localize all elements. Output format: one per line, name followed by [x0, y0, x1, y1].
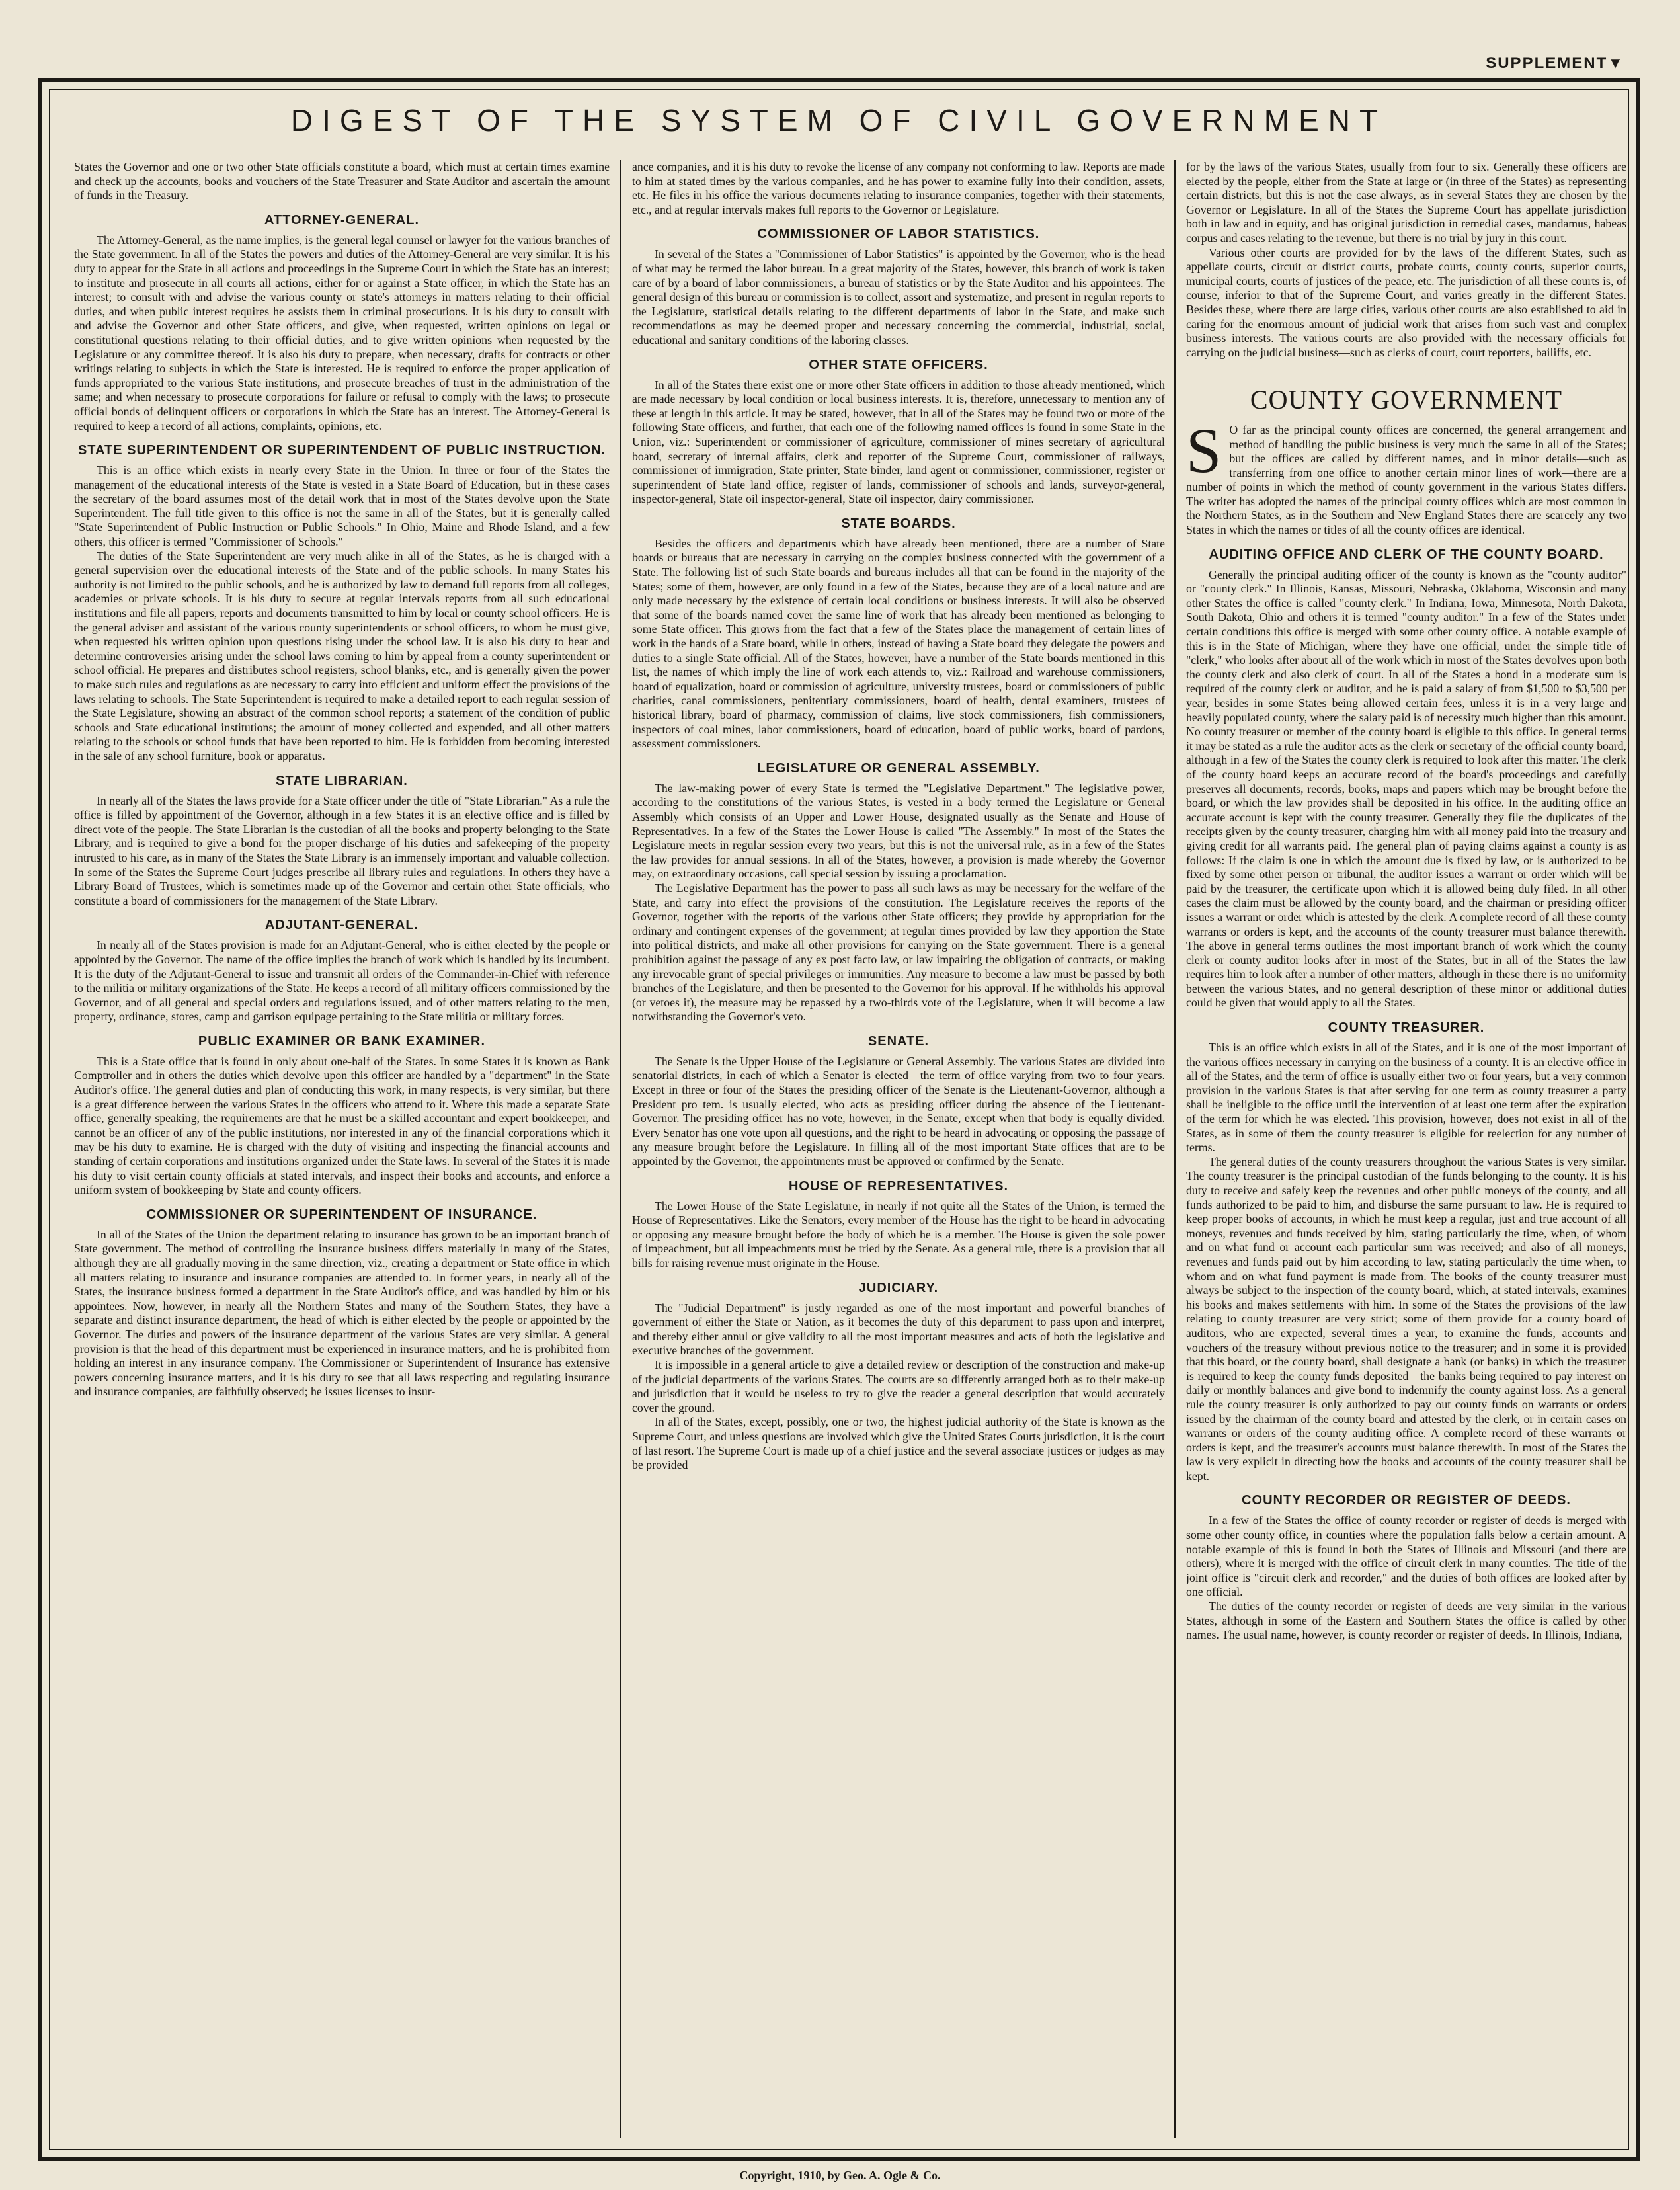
column-2 — [632, 160, 1165, 2142]
section-heading-senate: SENATE. — [867, 1034, 930, 1049]
paragraph: In nearly all of the States the laws provide for a State officer under the title of "State Librarian." As a rule the office is filled by appointment of the Governor, although in a few States it is an elective office and is filled by direct vote of the people. The State Librarian is the custodian of all the books and property belonging to the State Library, and is required to give a bond for the proper discharge of his duties and safekeeping of the property intrusted to his care, as in many of the States the State Library is an immensely important and valuable collection. In some of the States the Supreme Court judges prescribe all library rules and regulations. In others they have a Library Board of Trustees, which is sometimes made up of the Governor and certain other State officials, who constitute a board of commissioners for the management of the State Library. — [74, 793, 610, 907]
paragraph: The law-making power of every State is termed the "Legislative Department." The legislative power, according to the constitutions of the various States, is vested in a body termed the Legislature or General Assembly which consists of an Upper and Lower House, designated usually as the Senate and House of Representatives. In a few of the States the Lower House is called "The Assembly." In most of the States the Legislature meets in regular session every two years, but this is not the universal rule, as in a few of the States the law provides for annual sessions. In all of the States, however, a provision is made whereby the Governor may, on extraordinary occasions, call special session by issuing a proclamation. — [632, 781, 1165, 881]
paragraph: This is a State office that is found in only about one-half of the States. In some States it is known as Bank Comptroller and in others the duties which devolve upon this officer are handled by a "department" in the State Auditor's office. The general duties and plan of conducting this work, in many respects, is very similar, but there is a great difference between the various States in the officers who attend to it. Where this made a separate State office, generally speaking, the requirements are that he must be a skilled accountant and expert bookkeeper, and cannot be an officer of any of the public institutions, nor interested in any of the financial corporations which it may be his duty to examine. He is charged with the duty of visiting and inspecting the financial accounts and standing of certain corporations and institutions organized under the State laws. In several of the States it is made his duty to visit certain county officials at stated intervals, and inspect their books and accounts, and enforce a uniform system of bookkeeping by State and county officers. — [74, 1054, 610, 1197]
page-frame — [38, 78, 1640, 2161]
paragraph: The general duties of the county treasurers throughout the various States is very similar. The county treasurer is the principal custodian of the funds belonging to the county. It is his duty to receive and safely keep the revenues and other public moneys of the county, and all funds authorized to be paid to him, and disburse the same pursuant to law. He is required to keep proper books of accounts, in which he must keep a regular, just and true account of all moneys, revenues and funds received by him, stating particularly the time, when, of whom and on what fund or account each particular sum was received; and also of all moneys, revenues and funds paid out by him according to law, stating particularly the time when, to whom and on what fund payment is made from. The books of the county treasurer must always be subject to the inspection of the county board, which, at stated intervals, examines his books and makes settlements with him. In some of the States the provisions of the law relating to county treasurer are very strict; some of them provide for a county board of auditors, who are expected, several times a year, to examine the funds, accounts and vouchers of the treasury without previous notice to the treasurer; and in some it is provided that this board, or the county board, shall designate a bank (or banks) in which the treasurer is required to keep the county funds deposited—the banks being required to pay interest on daily or monthly balances and give bond to indemnify the county against loss. As a general rule the county treasurer is only authorized to pay out county funds on warrants or orders issued by the chairman of the county board and attested by the clerk, or in certain cases on warrants or orders of the county auditing office. A complete record of these warrants or orders is kept, and the treasurer's accounts must balance therewith. In most of the States the law is very explicit in directing how the books and accounts of the county treasurer shall be kept. — [1186, 1155, 1626, 1482]
section-heading-legislature: LEGISLATURE OR GENERAL ASSEMBLY. — [757, 760, 1040, 776]
section-heading-judiciary: JUDICIARY. — [858, 1280, 939, 1295]
section-heading-auditing-office: AUDITING OFFICE AND CLERK OF THE COUNTY BOARD. — [1209, 547, 1604, 562]
paragraph: The Lower House of the State Legislature, in nearly if not quite all the States of the Union, is termed the House of Representatives. Like the Senators, every member of the House has the right to be heard in advocating or opposing any measure brought before the body of which he is a member. The House is given the sole power of impeachment, but all impeachments must be tried by the Senate. As a general rule, there is a provision that all bills for raising revenue must originate in the House. — [632, 1199, 1165, 1270]
paragraph: It is impossible in a general article to give a detailed review or description of the construction and make-up of the judicial departments of the various States. The courts are so differently arranged both as to their make-up and jurisdiction that it would be useless to try to give the reader a general description that would accurately cover the ground. — [632, 1358, 1165, 1414]
section-heading-attorney-general: ATTORNEY-GENERAL. — [264, 212, 420, 227]
section-heading-county-recorder: COUNTY RECORDER OR REGISTER OF DEEDS. — [1242, 1493, 1571, 1508]
paragraph: This is an office which exists in all of the States, and it is one of the most important of the various offices necessary in carrying on the business of a county. It is an elective office in all of the States, and the term of office is usually either two or four years, but a very common provision in the various States is that after serving for one term as county treasurer a party shall be ineligible to the office until the intervention of at least one term after the expiration of the term for which he was elected. This provision, however, does not exist in all of the States, as in some of them the county treasurer is eligible for reelection for any number of terms. — [1186, 1041, 1626, 1155]
paragraph: ance companies, and it is his duty to revoke the license of any company not conforming to law. Reports are made to him at stated times by the various companies, and he has power to examine fully into their condition, assets, etc. He files in his office the various documents relating to insurance companies, together with their statements, etc., and at regular intervals makes full reports to the Governor or Legislature. — [632, 160, 1165, 216]
paragraph: Various other courts are provided for by the laws of the different States, such as appellate courts, circuit or district courts, probate courts, county courts, superior courts, municipal courts, courts of justices of the peace, etc. The jurisdiction of all these courts is, of course, inferior to that of the Supreme Court, and varies greatly in the different States. Besides these, where there are large cities, various other courts are also established to aid in caring for the enormous amount of judicial work that arises from such vast and complex business interests. The various courts are also provided with the necessary officials for carrying on the judicial business—such as clerks of court, court reporters, bailiffs, etc. — [1186, 245, 1626, 359]
paragraph: In several of the States a "Commissioner of Labor Statistics" is appointed by the Governor, who is the head of what may be termed the labor bureau. In a great majority of the States, however, this branch of work is taken care of by a board of labor commissioners, a bureau of statistics or by the State Auditor and his appointees. The general design of this bureau or commission is to collect, assort and systematize, and present in regular reports to the Legislature, statistical details relating to the different departments of labor in the State, and make such recommendations as may be deemed proper and necessary concerning the commercial, industrial, social, educational and sanitary conditions of the laboring classes. — [632, 247, 1165, 346]
column-divider-1 — [620, 160, 621, 2138]
section-heading-house: HOUSE OF REPRESENTATIVES. — [788, 1178, 1009, 1194]
paragraph: Generally the principal auditing officer of the county is known as the "county auditor" or "county clerk." In Illinois, Kansas, Missouri, Nebraska, Oklahoma, Wisconsin and many other States the office is called "county clerk." In Indiana, Iowa, Minnesota, North Dakota, South Dakota, Ohio and others it is termed "county auditor." In a few of the States under certain conditions this office is merged with some other county office. A notable example of this is in the State of Michigan, where they have one official, under the simple title of "clerk," who looks after about all of the work which in most of the States devolves upon both the county clerk and also clerk of court. In all of the States a bond in a moderate sum is required of the county clerk or auditor, and he is paid a salary of from $1,500 to $3,500 per year, besides in some States being allowed certain fees, unless it is in a very large and heavily populated county, where the salary paid is of necessity much higher than this amount. No county treasurer or member of the county board is eligible to this office. In general terms it may be stated as a rule the auditor acts as the clerk or secretary of the official county board, although in a few of the States the county clerk is required to look after this matter. The clerk of the county board keeps an accurate record of the board's proceedings and carefully preserves all documents, records, books, maps and papers which may be brought before the board, or which the law provides shall be deposited in his office. In the auditing office an accurate account is kept with the county treasurer. Generally they file the duplicates of the receipts given by the county treasurer, charging him with all money paid into the treasury and giving credit for all warrants paid. The general plan of paying claims against a county is as follows: If the claim is one in which the amount due is fixed by law, or is authorized to be fixed by some other person or tribunal, the auditor issues a warrant or order which will be paid by the treasurer, the certificate upon which it is allowed being duly filed. In all other cases the claim must be allowed by the county board, and the chairman or presiding officer issues a warrant or order which is attested by the clerk. A complete record of all these county warrants or orders is kept, and the accounts of the county treasurer must balance therewith. The above in general terms outlines the most important branch of work which the county clerk or county auditor looks after in most of the States, but in all of the States the law requires him to look after a number of other matters, although in these there is no uniformity between the various States, and no general description of these minor or additional duties could be given that would apply to all the States. — [1186, 567, 1626, 1010]
page-frame-inner — [49, 89, 1629, 2150]
paragraph: In all of the States there exist one or more other State officers in addition to those already mentioned, which are made necessary by local condition or local business interests. It is, therefore, unnecessary to mention any of these at length in this article. It may be stated, however, that in all of the States may be found two or more of the following State officers, and further, that each one of the following named offices is found in some State in the Union, viz.: Superintendent or commissioner of agriculture, commissioner of mines secretary of agricultural board, secretary of internal affairs, clerk and reporter of the Supreme Court, commissioner of railways, commissioner of immigration, State printer, State binder, land agent or commissioner, commissioner, register or superintendent of State land office, register of lands, commissioner of schools and lands, surveyor-general, inspector-general, State oil inspector-general, State oil inspector, dairy commissioner. — [632, 378, 1165, 506]
paragraph — [1186, 415, 1626, 538]
supplement-label: SUPPLEMENT▼ — [1486, 54, 1624, 72]
column-divider-2 — [1174, 160, 1176, 2138]
section-heading-adjutant-general: ADJUTANT-GENERAL. — [264, 918, 419, 933]
section-heading-insurance: COMMISSIONER OR SUPERINTENDENT OF INSURANCE. — [146, 1207, 538, 1222]
paragraph: The duties of the county recorder or register of deeds are very similar in the various States, although in some of the Eastern and Southern States the office is called by other names. The usual name, however, is county recorder or register of deeds. In Illinois, Indiana, — [1186, 1600, 1626, 1642]
paragraph: In nearly all of the States provision is made for an Adjutant-General, who is either elected by the people or appointed by the Governor. The name of the office implies the branch of work which is handled by its incumbent. It is the duty of the Adjutant-General to issue and transmit all orders of the Commander-in-Chief with reference to the militia or military organizations of the State. He keeps a record of all military officers commissioned by the Governor, and of all general and special orders and regulations issued, and of other matters relating to the men, property, ordinance, stores, camp and garrison equipage pertaining to the State militia or military forces. — [74, 938, 610, 1024]
paragraph: In a few of the States the office of county recorder or register of deeds is merged with some other county office, in counties where the population falls below a certain amount. A notable example of this is found in both the States of Illinois and Missouri (and there are others), where it is merged with the office of circuit clerk in many counties. The title of the joint office is "circuit clerk and recorder," and the duties of both offices are looked after by one official. — [1186, 1514, 1626, 1599]
paragraph: The "Judicial Department" is justly regarded as one of the most important and powerful branches of government of either the State or Nation, as it becomes the duty of this department to pass upon and interpret, and thereby either annul or give validity to all the most important measures and acts of both the legislative and executive branches of the government. — [632, 1301, 1165, 1358]
paragraph: for by the laws of the various States, usually from four to six. Generally these officers are elected by the people, either from the State at large or (in three of the States) as representing certain districts, but this is not the case always, as in several States they are chosen by the Governor or Legislature. In all of the States the Supreme Court has appellate jurisdiction both in law and in equity, and has original jurisdiction in remedial cases, mandamus, habeas corpus and cases relating to the revenue, but there is no trial by jury in this court. — [1186, 160, 1626, 245]
paragraph: The Legislative Department has the power to pass all such laws as may be necessary for the welfare of the State, and carry into effect the provisions of the constitution. The Legislature receives the reports of the Governor, together with the reports of the various other State officers; they provide by appropriation for the ordinary and contingent expenses of the government; at regular times provided by law they apportion the State into political districts, and make all other provisions for carrying on the State government. There is a general prohibition against the passage of any ex post facto law, or law impairing the obligation of contracts, or making any irrevocable grant of special privileges or immunities. Any measure to become a law must be passed by both branches of the Legislature, and then be presented to the Governor for his approval. If he withholds his approval (or vetoes it), the measure may be repassed by a two-thirds vote of the Legislature, when it will become a law notwithstanding the Governor's veto. — [632, 881, 1165, 1024]
column-3 — [1186, 160, 1626, 2142]
column-1 — [74, 160, 610, 2142]
section-heading-public-examiner: PUBLIC EXAMINER OR BANK EXAMINER. — [198, 1034, 486, 1049]
section-heading-labor-statistics: COMMISSIONER OF LABOR STATISTICS. — [757, 227, 1040, 242]
copyright-notice: Copyright, 1910, by Geo. A. Ogle & Co. — [739, 2169, 941, 2182]
paragraph: In all of the States, except, possibly, one or two, the highest judicial authority of the State is known as the Supreme Court, and unless questions are involved which give the United States Courts jurisdiction, it is the court of last resort. The Supreme Court is made up of a chief justice and the several associate justices or judges as may be provided — [632, 1415, 1165, 1472]
paragraph: States the Governor and one or two other State officials constitute a board, which must at certain times examine and check up the accounts, books and vouchers of the State Treasurer and State Auditor and ascertain the amount of funds in the Treasury. — [74, 160, 610, 202]
paragraph-text: O far as the principal county offices are concerned, the general arrangement and method of handling the public business is very much the same in all of the States; but the offices are called by different names, and in minor details—such as transferring from one office to another certain minor lines of work—there are a number of points in which the method of county government in the various States differs. The writer has adopted the names of the principal county offices which are most common in the Northern States, as in the Southern and New England States there are scarcely any two States in which the names or titles of all the county offices are identical. — [1186, 423, 1626, 537]
drop-cap: S — [1186, 415, 1222, 486]
title-rule — [50, 151, 1628, 153]
section-heading-state-librarian: STATE LIBRARIAN. — [276, 773, 408, 788]
paragraph: The Attorney-General, as the name implies, is the general legal counsel or lawyer for the various branches of the State government. In all of the States the powers and duties of the Attorney-General are very similar. It is his duty to appear for the State in all actions and proceedings in the Supreme Court in which the State has an interest; to institute and prosecute in all courts all actions, either for or against a State officer, in which the State has an interest; to consult with and advise the various county or state's attorneys in matters relating to their official duties, and when public interest requires he assists them in criminal prosecutions. It is his duty to consult with and advise the Governor and other State officers, and give, when requested, written opinions on legal or constitutional questions relating to their official duties, and to give written opinions when requested by the Legislature or any committee thereof. It is also his duty to prepare, when necessary, drafts for contracts or other writings relating to subjects in which the State is interested. He is required to enforce the proper application of funds appropriated to the various State institutions, and prosecute breaches of trust in the administration of the same; and when necessary to prosecute corporations for failure or refusal to comply with the laws; to prosecute official bonds of delinquent officers or corporations in which the State has an interest. The Attorney-General is required to keep a record of all actions, complaints, opinions, etc. — [74, 233, 610, 432]
paragraph: In all of the States of the Union the department relating to insurance has grown to be an important branch of State government. The method of controlling the insurance business differs materially in many of the States, although they are all gradually moving in the same direction, viz., creating a department or State office in which all matters relating to insurance and insurance companies are attended to. In former years, in nearly all of the States, the insurance business formed a department in the State Auditor's office, and was handled by him or his appointees. Now, however, in nearly all the Northern States and many of the Southern States, they have a separate and distinct insurance department, the head of which is either elected by the people or appointed by the Governor. The duties and powers of the insurance department of the various States are very similar. A general provision is that the head of this department must be experienced in insurance matters, and he is prohibited from holding an interest in any insurance company. The Commissioner or Superintendent of Insurance has extensive powers concerning insurance matters, and it is his duty to see that all laws respecting and regulating insurance and insurance companies, are faithfully observed; he issues licenses to insur- — [74, 1227, 610, 1399]
page-title: DIGEST OF THE SYSTEM OF CIVIL GOVERNMENT — [290, 103, 1388, 138]
paragraph: This is an office which exists in nearly every State in the Union. In three or four of the States the management of the educational interests of the State is vested in a State Board of Education, but in these cases the secretary of the board assumes most of the detail work that in most of the States devolve upon the State Superintendent. The full title given to this office is not the same in all of the States, but it is generally called "State Superintendent of Public Instruction or Public Schools." In Ohio, Maine and Rhode Island, and a few others, this officer is termed "Commissioner of Schools." — [74, 464, 610, 549]
section-heading-county-treasurer: COUNTY TREASURER. — [1328, 1020, 1485, 1035]
section-heading-state-superintendent: STATE SUPERINTENDENT OR SUPERINTENDENT OF PUBLIC INSTRUCTION. — [77, 443, 606, 458]
paragraph: Besides the officers and departments which have already been mentioned, there are a number of State boards or bureaus that are necessary in carrying on the complex business connected with the government of a State. The following list of such State boards and bureaus includes all that can be found in the majority of the States; some of them, however, are only found in a few of the States, because they are of a local nature and are only made necessary by the existence of certain local conditions or business interests. It will also be observed that some of the boards named cover the same line of work that has already been mentioned as belonging to some State officer. This grows from the fact that a few of the States place the management of certain lines of work in the hands of a State board, while in others, instead of having a State board they delegate the powers and duties to a single State official. All of the States, however, have a number of the State boards mentioned in this list, the names of which imply the line of work each attends to, viz.: Railroad and warehouse commissioners, board of equalization, board or commission of agriculture, university trustees, board or commissioners of public charities, canal commissioners, penitentiary commissioners, board of health, dental examiners, trustees of historical library, board of pharmacy, commission of claims, live stock commissioners, fish commissioners, inspectors of coal mines, labor commissioners, board of education, board of public works, board of pardons, assessment commissioners. — [632, 536, 1165, 750]
section-heading-state-boards: STATE BOARDS. — [841, 516, 956, 531]
section-heading-other-state-officers: OTHER STATE OFFICERS. — [809, 357, 988, 372]
section-title-county-government: COUNTY GOVERNMENT — [1250, 385, 1563, 415]
paragraph: The duties of the State Superintendent are very much alike in all of the States, as he is charged with a general supervision over the educational interests of the State and of the public schools. In many States his authority is not limited to the public schools, and he is authorized by law to demand full reports from all colleges, academies or private schools. It is his duty to secure at regular intervals reports from all such educational institutions and file all papers, reports and documents transmitted to him by local or county school officers. He is the general adviser and assistant of the various county superintendents or school officers, to whom he must give, when requested his written opinion upon questions rising under the school law. It is also his duty to hear and determine controversies arising under the school laws coming to him by appeal from a county superintendent or school official. He prepares and distributes school registers, school blanks, etc., and is generally given the power to make such rules and regulations as are necessary to carry into efficient and uniform effect the provisions of the laws relating to schools. The State Superintendent is required to make a detailed report to each regular session of the State Legislature, showing an abstract of the common school reports; a statement of the condition of public schools and State educational institutions; the amount of money collected and expended, and all other matters relating to the schools or school funds that have been reported to him. He is forbidden from becoming interested in the sale of any school furniture, book or apparatus. — [74, 549, 610, 762]
paragraph: The Senate is the Upper House of the Legislature or General Assembly. The various States are divided into senatorial districts, in each of which a Senator is elected—the term of office varying from two to four years. Except in three or four of the States the presiding officer of the Senate is the Lieutenant-Governor, although a President pro tem. is usually elected, who acts as presiding officer during the absence of the Lieutenant-Governor. The presiding officer has no vote, however, in the Senate, except when that body is equally divided. Every Senator has one vote upon all questions, and the right to be heard in advocating or opposing the passage of any measure brought before the Legislature. In filling all of the most important State offices that are to be appointed by the Governor, the appointments must be approved or confirmed by the Senate. — [632, 1054, 1165, 1168]
